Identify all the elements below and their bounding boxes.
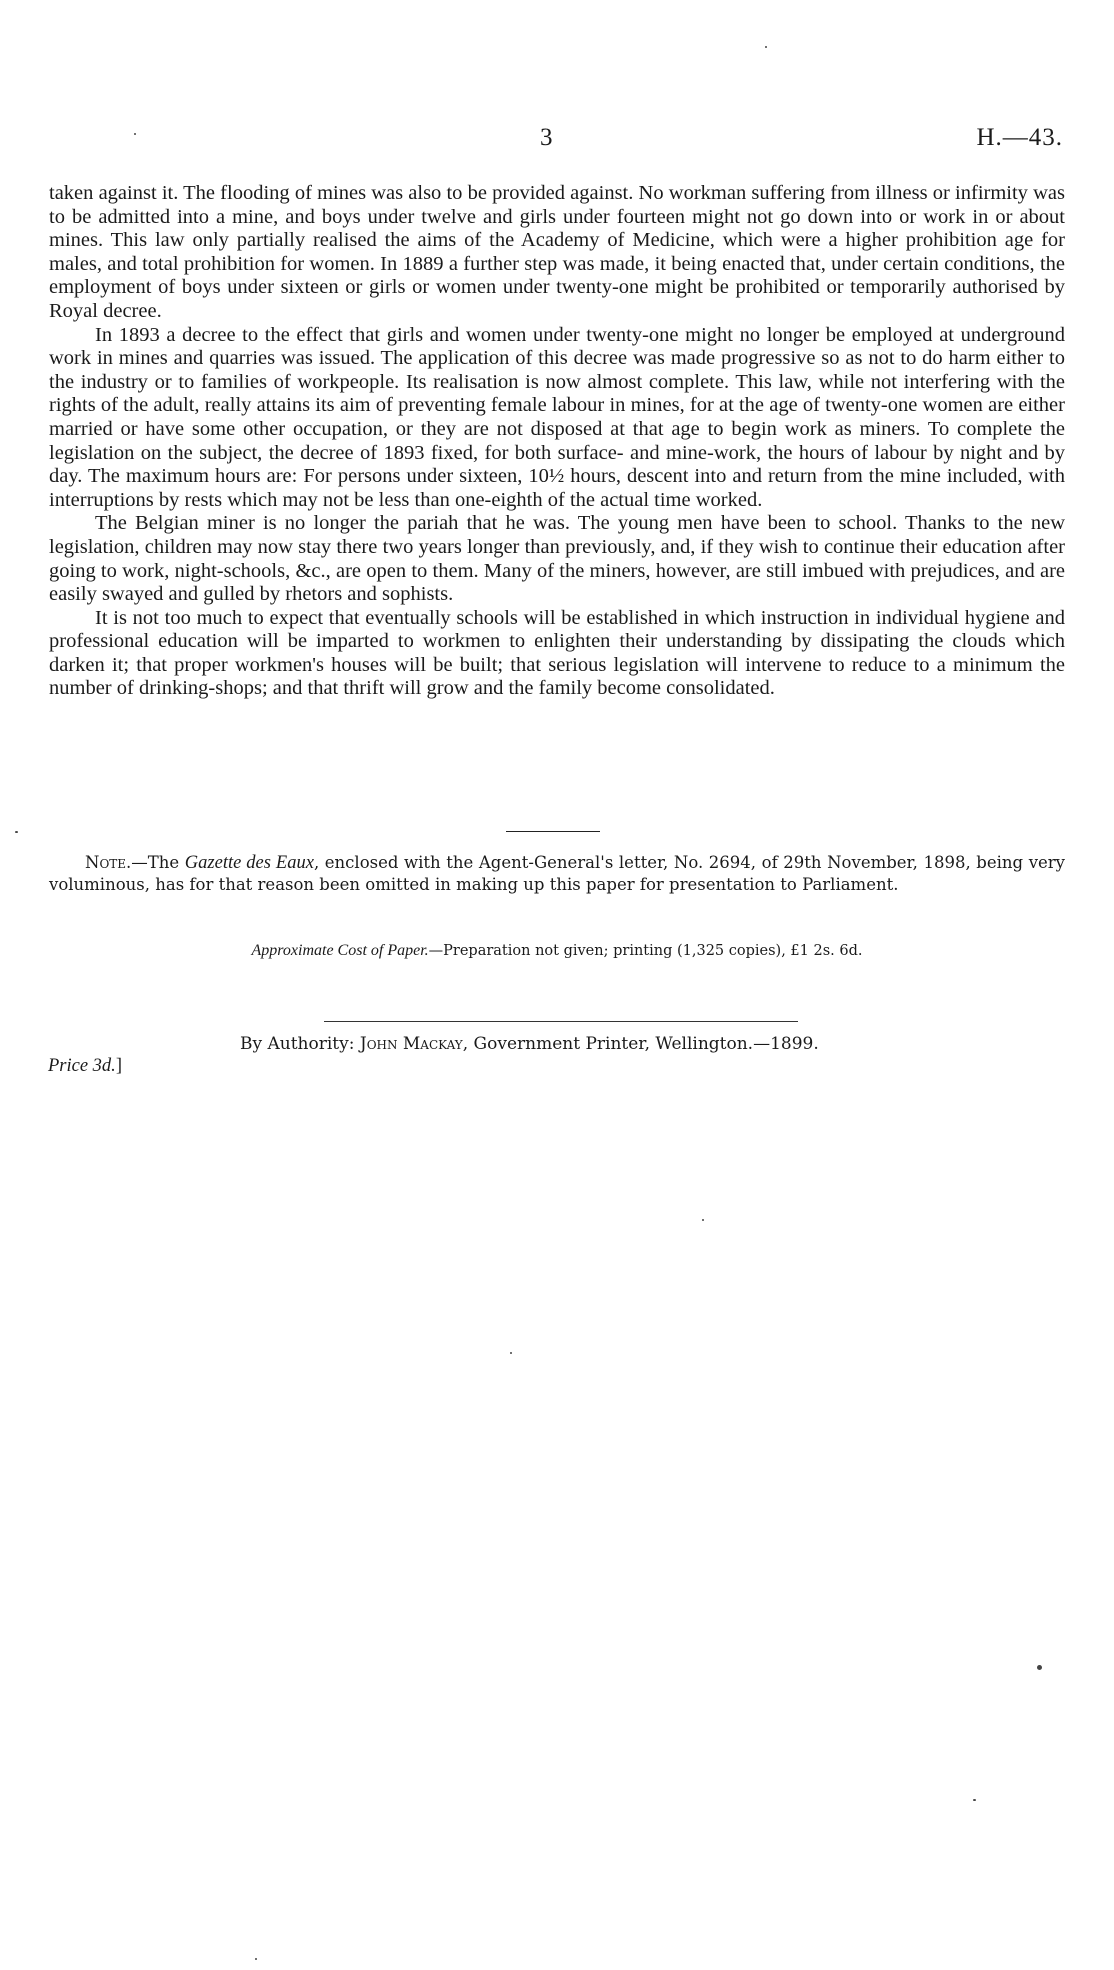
scan-speck xyxy=(15,831,18,833)
section-divider xyxy=(506,831,600,832)
imprint-line xyxy=(240,1034,819,1054)
imprint-suffix: , Government Printer, Wellington.—1899. xyxy=(462,1034,819,1054)
note-text: , enclosed with the Agent-General's letter, No. 2694, of 29th November, 1898, being very voluminous, has for that reason been omitted in making up this paper for presentation to Parliament. xyxy=(49,853,1065,894)
cost-text: —Preparation not given; printing (1,325 copies), £1 2s. 6d. xyxy=(428,943,863,959)
scan-speck xyxy=(1037,1665,1042,1670)
body-text xyxy=(49,182,1065,701)
scan-speck xyxy=(255,1958,257,1960)
printer-name: John Mackay xyxy=(359,1034,463,1054)
page-number: 3 xyxy=(540,124,553,151)
note-dash: —The xyxy=(131,853,185,872)
scan-speck xyxy=(134,133,136,135)
document-code: H.—43. xyxy=(976,124,1063,151)
imprint-divider xyxy=(324,1021,798,1022)
scan-speck xyxy=(973,1799,976,1801)
paragraph: The Belgian miner is no longer the pariah that he was. The young men have been to school. Thanks to the new legislation, children may now stay there two years longer than previously, and, if they wish to continue their education after going to work, night-schools, &c., are open to them. Many of the miners, however, are still imbued with prejudices, and are easily swayed and gulled by rhetors and sophists. xyxy=(49,512,1065,606)
price xyxy=(48,1056,122,1077)
note-publication: Gazette des Eaux xyxy=(184,853,314,873)
cost-label: Approximate Cost of Paper. xyxy=(251,942,429,959)
price-bracket: ] xyxy=(115,1056,122,1076)
scan-speck xyxy=(702,1219,704,1221)
imprint-prefix: By Authority: xyxy=(240,1034,360,1054)
paragraph: taken against it. The flooding of mines was also to be provided against. No workman suffering from illness or infirmity was to be admitted into a mine, and boys under twelve and girls under fourteen might not go down into or work in or about mines. This law only partially realised the aims of the Academy of Medicine, which were a higher prohibition age for males, and total prohibition for women. In 1889 a further step was made, it being enacted that, under certain conditions, the employment of boys under sixteen or girls or women under twenty-one might be prohibited or temporarily authorised by Royal decree. xyxy=(49,182,1065,322)
scan-speck xyxy=(765,46,767,48)
price-text: Price 3d. xyxy=(48,1056,116,1076)
note-paragraph xyxy=(49,852,1065,895)
cost-line xyxy=(0,942,1114,960)
scan-speck xyxy=(510,1352,512,1354)
paragraph: It is not too much to expect that eventually schools will be established in which instruction in individual hygiene and professional education will be imparted to workmen to enlighten their understanding by dissipating the clouds which darken it; that proper workmen's houses will be built; that serious legislation will intervene to reduce to a minimum the number of drinking-shops; and that thrift will grow and the family become consolidated. xyxy=(49,606,1065,700)
paragraph: In 1893 a decree to the effect that girls and women under twenty-one might no longer be employed at underground work in mines and quarries was issued. The application of this decree was made progressive so as not to do harm either to the industry or to families of workpeople. Its realisation is now almost complete. This law, while not interfering with the rights of the adult, really attains its aim of preventing female labour in mines, for at the age of twenty-one women are either married or have some other occupation, or they are not disposed at that age to begin work as miners. To complete the legislation on the subject, the decree of 1893 fixed, for both surface- and mine-work, the hours of labour by night and by day. The maximum hours are: For persons under sixteen, 10½ hours, descent into and return from the mine included, with interruptions by rests which may not be less than one-eighth of the actual time worked. xyxy=(49,323,1065,511)
note-lead: Note. xyxy=(85,853,132,872)
